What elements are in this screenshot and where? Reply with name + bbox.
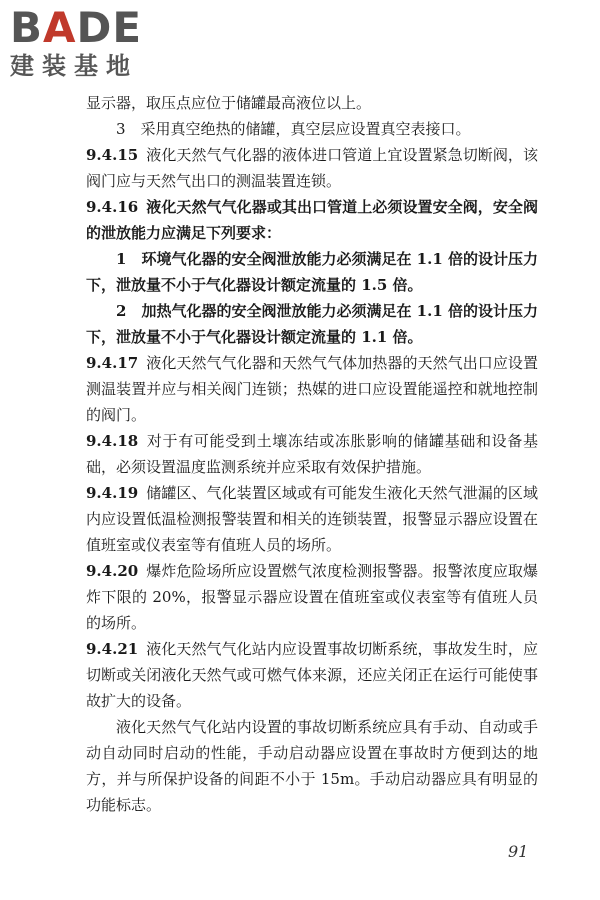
paragraph-text: 液化天然气气化器和天然气气体加热器的天然气出口应设置测温装置并应与相关阀门连锁；热媒的进口应设置能遥控和就地控制的阀门。 (86, 354, 538, 424)
body-paragraph (86, 116, 538, 142)
clause-paragraph (86, 194, 538, 246)
paragraph-text: 液化天然气气化站内设置的事故切断系统应具有手动、自动或手动自动同时启动的性能，手动启动器应设置在事故时方便到达的地方，并与所保护设备的间距不小于 15m。手动启动器应具有明显的功能标志。 (86, 718, 538, 814)
logo-wordmark (10, 3, 180, 52)
clause-paragraph (86, 350, 538, 428)
body-paragraph (86, 246, 538, 298)
paragraph-text: 爆炸危险场所应设置燃气浓度检测报警器。报警浓度应取爆炸下限的 20%，报警显示器应设置在值班室或仪表室等有值班人员的场所。 (86, 562, 538, 632)
clause-number: 9.4.18 (86, 432, 139, 450)
page-number: 91 (508, 842, 529, 861)
body-paragraph (86, 90, 538, 116)
body-paragraph (86, 298, 538, 350)
logo-letter-b: B (10, 3, 44, 52)
clause-paragraph (86, 428, 538, 480)
logo-letter-a: A (43, 3, 77, 52)
paragraph-text: 液化天然气气化站内应设置事故切断系统，事故发生时，应切断或关闭液化天然气或可燃气体来源，还应关闭正在运行可能使事故扩大的设备。 (86, 640, 538, 710)
clause-number: 9.4.21 (86, 640, 139, 658)
paragraph-text: 显示器，取压点应位于储罐最高液位以上。 (86, 94, 372, 112)
clause-paragraph (86, 142, 538, 194)
paragraph-text: 液化天然气气化器的液体进口管道上宜设置紧急切断阀，该阀门应与天然气出口的测温装置连锁。 (86, 146, 538, 190)
clause-number: 9.4.16 (86, 198, 139, 216)
body-paragraph (86, 714, 538, 818)
paragraph-text: 对于有可能受到土壤冻结或冻胀影响的储罐基础和设备基础，必须设置温度监测系统并应采取有效保护措施。 (86, 432, 538, 476)
paragraph-text: 储罐区、气化装置区域或有可能发生液化天然气泄漏的区域内应设置低温检测报警装置和相关的连锁装置，报警显示器应设置在值班室或仪表室等有值班人员的场所。 (86, 484, 538, 554)
paragraph-text: 1 环境气化器的安全阀泄放能力必须满足在 1.1 倍的设计压力下，泄放量不小于气化器设计额定流量的 1.5 倍。 (86, 250, 538, 294)
paragraph-text: 液化天然气气化器或其出口管道上必须设置安全阀，安全阀的泄放能力应满足下列要求： (86, 198, 538, 242)
clause-number: 9.4.19 (86, 484, 139, 502)
clause-number: 9.4.17 (86, 354, 139, 372)
clause-paragraph (86, 636, 538, 714)
logo-subtitle: 建装基地 (10, 52, 138, 80)
bade-logo (10, 3, 180, 80)
paragraph-text: 3 采用真空绝热的储罐，真空层应设置真空表接口。 (116, 120, 471, 138)
clause-number: 9.4.15 (86, 146, 139, 164)
clause-paragraph (86, 558, 538, 636)
logo-letters-de: DE (76, 3, 143, 52)
document-body (86, 90, 538, 818)
clause-paragraph (86, 480, 538, 558)
clause-number: 9.4.20 (86, 562, 139, 580)
paragraph-text: 2 加热气化器的安全阀泄放能力必须满足在 1.1 倍的设计压力下，泄放量不小于气化器设计额定流量的 1.1 倍。 (86, 302, 538, 346)
